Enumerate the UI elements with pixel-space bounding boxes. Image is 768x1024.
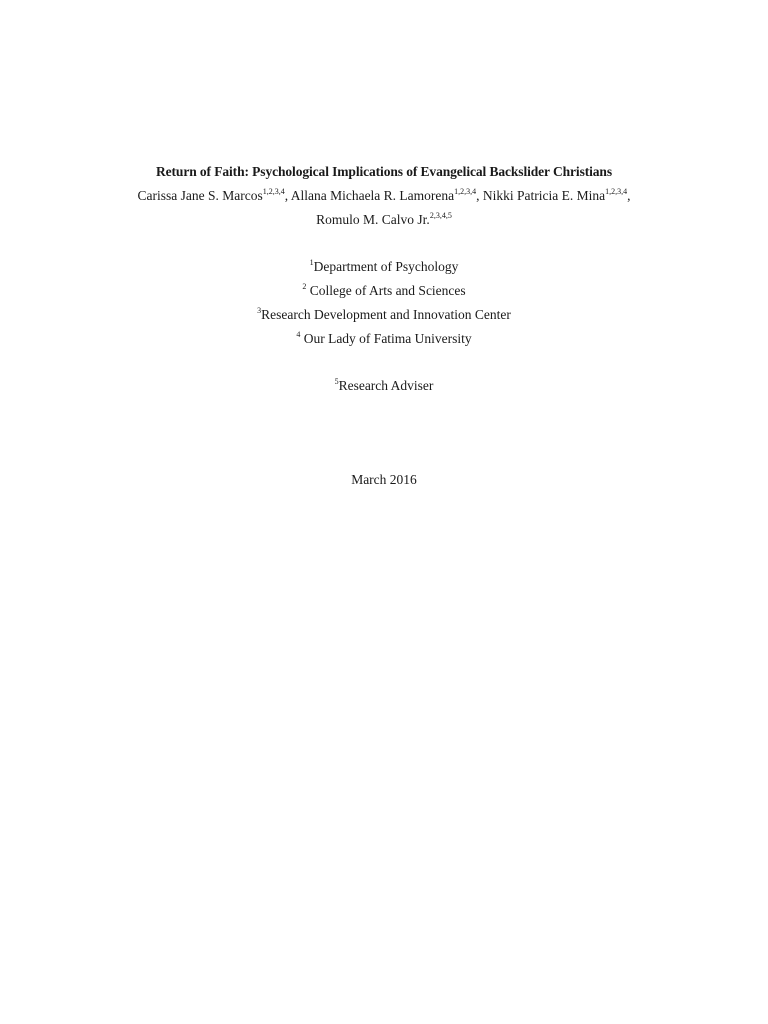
publication-date: March 2016 bbox=[351, 472, 417, 487]
affiliation-text: Our Lady of Fatima University bbox=[303, 331, 472, 346]
author-name: Carissa Jane S. Marcos bbox=[137, 188, 263, 203]
author-separator: , bbox=[284, 188, 291, 203]
affiliation-mark: 1 bbox=[309, 257, 314, 267]
author-name: Romulo M. Calvo Jr. bbox=[316, 212, 430, 227]
affiliation-text: College of Arts and Sciences bbox=[309, 283, 466, 298]
author-line-2 bbox=[0, 211, 768, 229]
author-line-1 bbox=[0, 187, 768, 205]
paper-title: Return of Faith: Psychological Implications of Evangelical Backslider Christians bbox=[155, 164, 612, 179]
author-affiliation-marks: 1,2,3,4 bbox=[605, 186, 628, 196]
affiliation-3 bbox=[0, 306, 768, 324]
affiliation-5 bbox=[0, 377, 768, 395]
affiliation-text: Research Development and Innovation Center bbox=[261, 307, 511, 322]
affiliation-mark: 4 bbox=[296, 329, 301, 339]
author-affiliation-marks: 1,2,3,4 bbox=[262, 186, 285, 196]
affiliation-2 bbox=[0, 282, 768, 300]
author-affiliation-marks: 1,2,3,4 bbox=[454, 186, 477, 196]
affiliation-mark: 5 bbox=[334, 376, 339, 386]
author-separator: , bbox=[476, 188, 483, 203]
affiliation-text: Research Adviser bbox=[338, 378, 434, 393]
affiliation-mark: 3 bbox=[257, 305, 262, 315]
affiliation-text: Department of Psychology bbox=[313, 259, 459, 274]
author-name: Nikki Patricia E. Mina bbox=[482, 188, 606, 203]
affiliation-1 bbox=[0, 258, 768, 276]
author-affiliation-marks: 2,3,4,5 bbox=[429, 210, 452, 220]
author-name: Allana Michaela R. Lamorena bbox=[290, 188, 455, 203]
affiliation-4 bbox=[0, 330, 768, 348]
author-separator: , bbox=[627, 188, 631, 203]
affiliation-mark: 2 bbox=[302, 281, 307, 291]
